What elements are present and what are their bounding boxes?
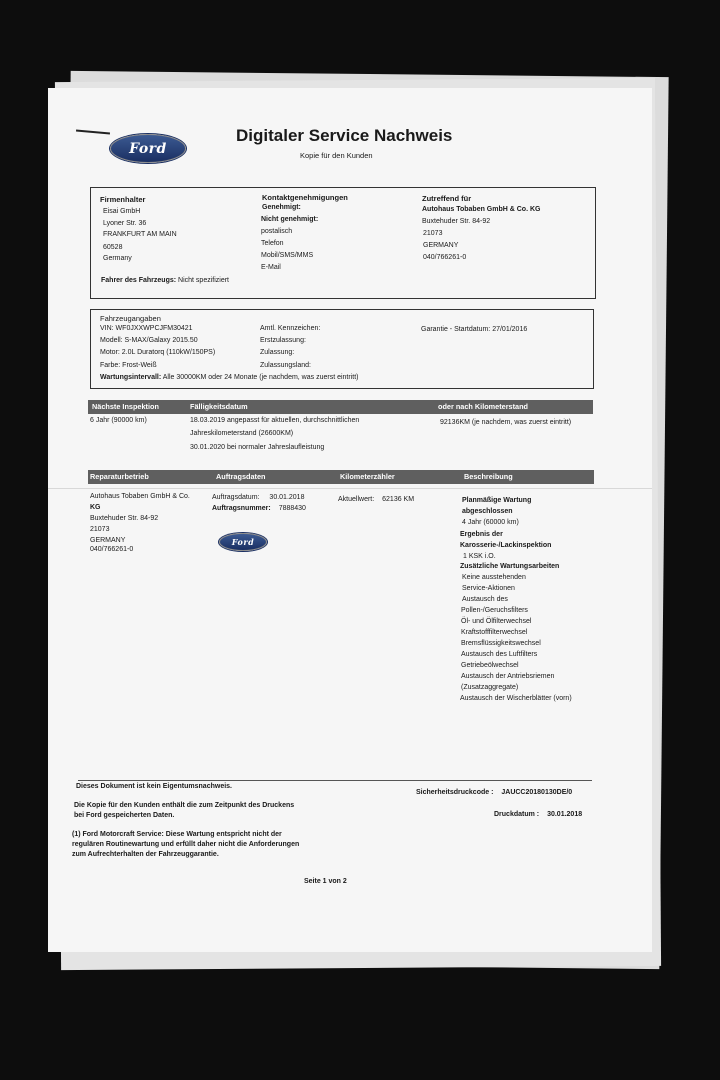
odometer-label: Aktuellwert: <box>338 496 375 503</box>
fold-line <box>48 488 652 489</box>
extra-work-item: Service-Aktionen <box>462 585 515 592</box>
contact-approved-label: Genehmigt: <box>262 204 301 211</box>
owner-line: Germany <box>103 255 132 262</box>
extra-work-item: Pollen-/Geruchsfilters <box>461 607 528 614</box>
owner-line: Eisai GmbH <box>103 208 141 215</box>
extra-work-heading: Zusätzliche Wartungsarbeiten <box>460 563 560 570</box>
order-date-row <box>212 494 304 501</box>
inspection-km: 92136KM (je nachdem, was zuerst eintritt) <box>440 419 572 426</box>
print-date-label: Druckdatum : <box>494 811 540 818</box>
driver-row <box>101 277 229 284</box>
workshop-name-cont: KG <box>90 504 101 511</box>
dealer-line: 040/766261-0 <box>423 254 467 261</box>
motorcraft-note-cont: zum Aufrechterhalten der Fahrzeuggarantie. <box>72 851 219 858</box>
security-code: JAUCC20180130DE/0 <box>501 789 573 796</box>
vehicle-color: Farbe: Frost-Weiß <box>100 362 157 369</box>
workshop-name: Autohaus Tobaben GmbH & Co. <box>90 493 190 500</box>
odometer-value: 62136 KM <box>382 496 415 503</box>
owner-line: Lyoner Str. 36 <box>103 220 147 227</box>
extra-work-item: Austausch des <box>462 596 508 603</box>
owner-line: FRANKFURT AM MAIN <box>103 231 177 238</box>
extra-work-item: Austausch der Wischerblätter (vorn) <box>460 695 572 702</box>
dealer-line: GERMANY <box>423 242 459 249</box>
extra-work-item: Bremsflüssigkeitswechsel <box>461 640 541 647</box>
extra-work-item: Kraftstofffilterwechsel <box>461 629 528 636</box>
extra-work-item: Getriebeölwechsel <box>461 662 519 669</box>
inspection-interval: 6 Jahr (90000 km) <box>90 417 147 424</box>
interval-value: Alle 30000KM oder 24 Monate (je nachdem, was zuerst eintritt) <box>162 374 359 381</box>
owner-line: 60528 <box>103 244 123 251</box>
order-number: 7888430 <box>278 505 306 512</box>
extra-work-item: Austausch der Antriebsriemen <box>461 673 555 680</box>
motorcraft-note-cont: regulären Routinewartung und erfüllt daher nicht die Anforderungen <box>72 841 300 848</box>
workshop-line: Buxtehuder Str. 84-92 <box>90 515 159 522</box>
warranty-start: Garantie - Startdatum: 27/01/2016 <box>421 326 528 333</box>
vehicle-plate-label: Amtl. Kennzeichen: <box>260 325 321 332</box>
page-subtitle: Kopie für den Kunden <box>300 151 373 160</box>
vehicle-engine: Motor: 2.0L Duratorq (110kW/150PS) <box>100 349 216 356</box>
inspection-due-line: 18.03.2019 angepasst für aktuellen, durchschnittlichen <box>190 417 360 424</box>
odometer-row <box>338 496 414 503</box>
copy-note-cont: bei Ford gespeicherten Daten. <box>74 812 175 819</box>
copy-note: Die Kopie für den Kunden enthält die zum Zeitpunkt des Druckens <box>74 802 295 809</box>
vehicle-reg-country-label: Zulassungsland: <box>260 362 311 369</box>
col-odometer: Kilometerzähler <box>340 472 395 481</box>
extra-work-item: Austausch des Luftfilters <box>461 651 538 658</box>
print-date-row <box>494 811 582 818</box>
contact-channel: Telefon <box>261 240 284 247</box>
page-title: Digitaler Service Nachweis <box>236 126 453 145</box>
order-number-label: Auftragsnummer: <box>212 505 271 512</box>
col-order-data: Auftragsdaten <box>216 472 266 481</box>
ownership-disclaimer: Dieses Dokument ist kein Eigentumsnachweis. <box>76 783 232 790</box>
service-interval <box>100 374 358 381</box>
order-date: 30.01.2018 <box>269 494 305 501</box>
interval-label: Wartungsintervall: <box>100 374 162 381</box>
security-code-row <box>416 789 572 796</box>
col-description: Beschreibung <box>464 472 513 481</box>
dealer-name: Autohaus Tobaben GmbH & Co. KG <box>422 206 541 213</box>
print-date: 30.01.2018 <box>547 811 583 818</box>
inspection-due-line: Jahreskilometerstand (26600KM) <box>190 430 294 437</box>
next-inspection-header <box>88 400 593 414</box>
contact-heading: Kontaktgenehmigungen <box>262 193 348 202</box>
contact-channel: E-Mail <box>261 264 281 271</box>
service-header <box>88 470 594 484</box>
contact-channel: Mobil/SMS/MMS <box>261 252 314 259</box>
order-date-label: Auftragsdatum: <box>212 494 260 501</box>
result-heading-cont: Karosserie-/Lackinspektion <box>460 542 552 549</box>
extra-work-item: Keine ausstehenden <box>462 574 526 581</box>
col-next-inspection: Nächste Inspektion <box>92 402 159 411</box>
result-value: 1 KSK i.O. <box>463 553 496 560</box>
desc-title-cont: abgeschlossen <box>462 508 513 515</box>
col-or-km: oder nach Kilometerstand <box>438 402 529 411</box>
order-number-row <box>212 505 306 512</box>
contact-not-approved-label: Nicht genehmigt: <box>261 216 319 223</box>
col-due-date: Fälligkeitsdatum <box>190 402 248 411</box>
vehicle-heading: Fahrzeugangaben <box>100 314 161 323</box>
service-document-page <box>48 88 652 952</box>
driver-label: Fahrer des Fahrzeugs: <box>101 277 177 284</box>
vehicle-model: Modell: S-MAX/Galaxy 2015.50 <box>100 337 198 344</box>
workshop-line: 040/766261-0 <box>90 546 134 553</box>
motorcraft-note: (1) Ford Motorcraft Service: Diese Wartung entspricht nicht der <box>72 831 282 838</box>
vehicle-reg-label: Zulassung: <box>260 349 295 356</box>
desc-interval: 4 Jahr (60000 km) <box>462 519 519 526</box>
contact-channel: postalisch <box>261 228 293 235</box>
security-code-label: Sicherheitsdruckcode : <box>416 789 494 796</box>
extra-work-item: Öl- und Ölfilterwechsel <box>461 618 532 625</box>
inspection-due-line: 30.01.2020 bei normaler Jahreslaufleistung <box>190 444 325 451</box>
vehicle-vin: VIN: WF0JXXWPCJFM30421 <box>100 325 193 332</box>
dealer-line: 21073 <box>423 230 443 237</box>
workshop-line: GERMANY <box>90 537 126 544</box>
page-number: Seite 1 von 2 <box>304 878 347 885</box>
vehicle-first-reg-label: Erstzulassung: <box>260 337 306 344</box>
ford-logo: Ford <box>219 533 267 551</box>
col-workshop: Reparaturbetrieb <box>90 472 149 481</box>
result-heading: Ergebnis der <box>460 531 503 538</box>
dealer-heading: Zutreffend für <box>422 194 472 203</box>
workshop-line: 21073 <box>90 526 110 533</box>
ford-logo: Ford <box>110 134 186 163</box>
pen-mark <box>76 130 110 135</box>
desc-title: Planmäßige Wartung <box>462 497 532 504</box>
owner-heading: Firmenhalter <box>100 195 146 204</box>
dealer-line: Buxtehuder Str. 84-92 <box>422 218 491 225</box>
driver-value: Nicht spezifiziert <box>178 277 229 284</box>
footer-divider <box>78 780 592 781</box>
extra-work-item: (Zusatzaggregate) <box>461 684 519 691</box>
